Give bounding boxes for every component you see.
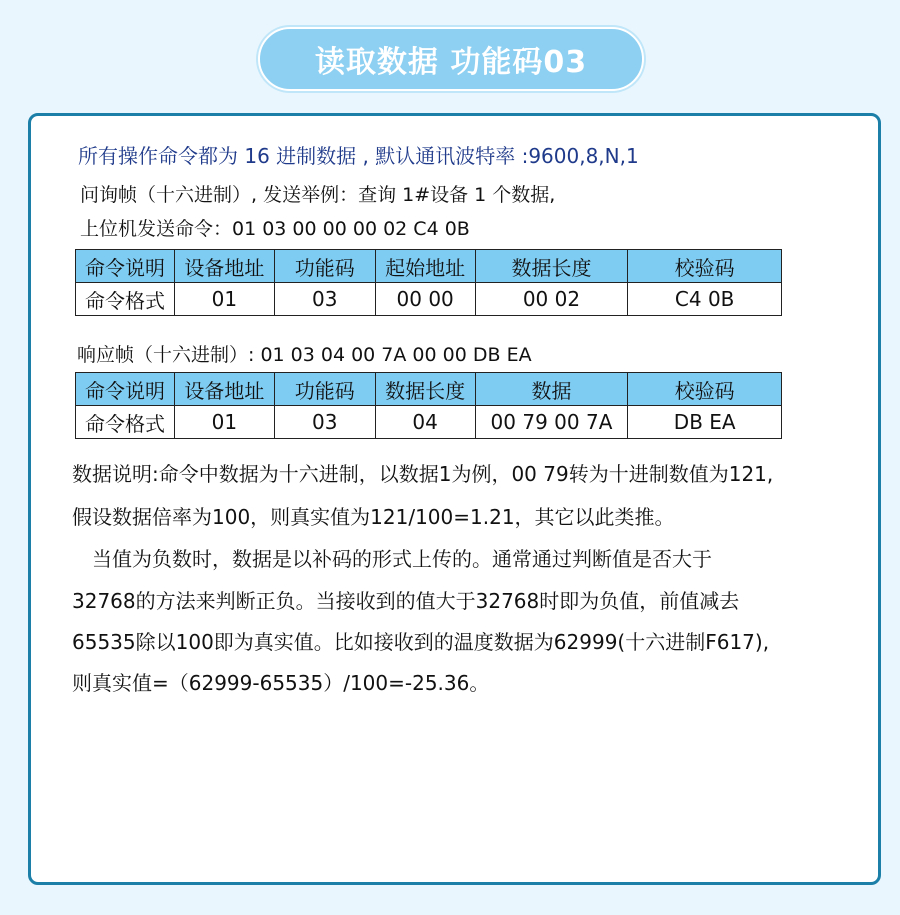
response-table-row: [76, 406, 782, 439]
request-table-header-row: [76, 250, 782, 283]
intro-line-query: 问询帧（十六进制）, 发送举例：查询 1#设备 1 个数据,: [80, 184, 556, 206]
table-cell: 03: [274, 406, 375, 439]
table-cell: 01: [174, 283, 274, 316]
request-table-row: [76, 283, 782, 316]
table-cell: C4 0B: [628, 283, 782, 316]
table-cell: 03: [274, 283, 375, 316]
response-table: [75, 372, 782, 439]
explanation-paragraph-line: 则真实值=（62999-65535）/100=-25.36。: [72, 671, 490, 695]
table-header-cell: 数据长度: [375, 373, 475, 406]
table-header-cell: 设备地址: [174, 373, 274, 406]
table-header-cell: 命令说明: [76, 373, 175, 406]
intro-line-baud: 所有操作命令都为 16 进制数据 , 默认通讯波特率 :9600,8,N,1: [78, 144, 639, 168]
table-cell: DB EA: [628, 406, 782, 439]
intro-line-command: 上位机发送命令：01 03 00 00 00 02 C4 0B: [80, 218, 470, 240]
explanation-paragraph-line: 数据说明:命令中数据为十六进制，以数据1为例，00 79转为十进制数值为121,: [72, 462, 774, 486]
request-table: [75, 249, 782, 316]
page-title: 读取数据 功能码03: [258, 27, 644, 91]
table-cell: 04: [375, 406, 475, 439]
table-cell: 00 02: [475, 283, 628, 316]
explanation-paragraph-line: 65535除以100即为真实值。比如接收到的温度数据为62999(十六进制F617),: [72, 630, 770, 654]
table-cell: 命令格式: [76, 406, 175, 439]
table-header-cell: 校验码: [628, 373, 782, 406]
table-header-cell: 校验码: [628, 250, 782, 283]
table-header-cell: 设备地址: [174, 250, 274, 283]
explanation-paragraph-line: 假设数据倍率为100，则真实值为121/100=1.21，其它以此类推。: [72, 505, 675, 529]
table-header-cell: 功能码: [274, 250, 375, 283]
explanation-paragraph-line: 32768的方法来判断正负。当接收到的值大于32768时即为负值，前值减去: [72, 589, 740, 613]
table-cell: 00 79 00 7A: [475, 406, 628, 439]
table-header-cell: 数据长度: [475, 250, 628, 283]
table-cell: 01: [174, 406, 274, 439]
response-table-header-row: [76, 373, 782, 406]
table-cell: 00 00: [375, 283, 475, 316]
table-cell: 命令格式: [76, 283, 175, 316]
table-header-cell: 功能码: [274, 373, 375, 406]
explanation-paragraph-line: 当值为负数时，数据是以补码的形式上传的。通常通过判断值是否大于: [92, 547, 712, 571]
response-line: 响应帧（十六进制）: 01 03 04 00 7A 00 00 DB EA: [77, 344, 532, 366]
table-header-cell: 数据: [475, 373, 628, 406]
table-header-cell: 起始地址: [375, 250, 475, 283]
table-header-cell: 命令说明: [76, 250, 175, 283]
